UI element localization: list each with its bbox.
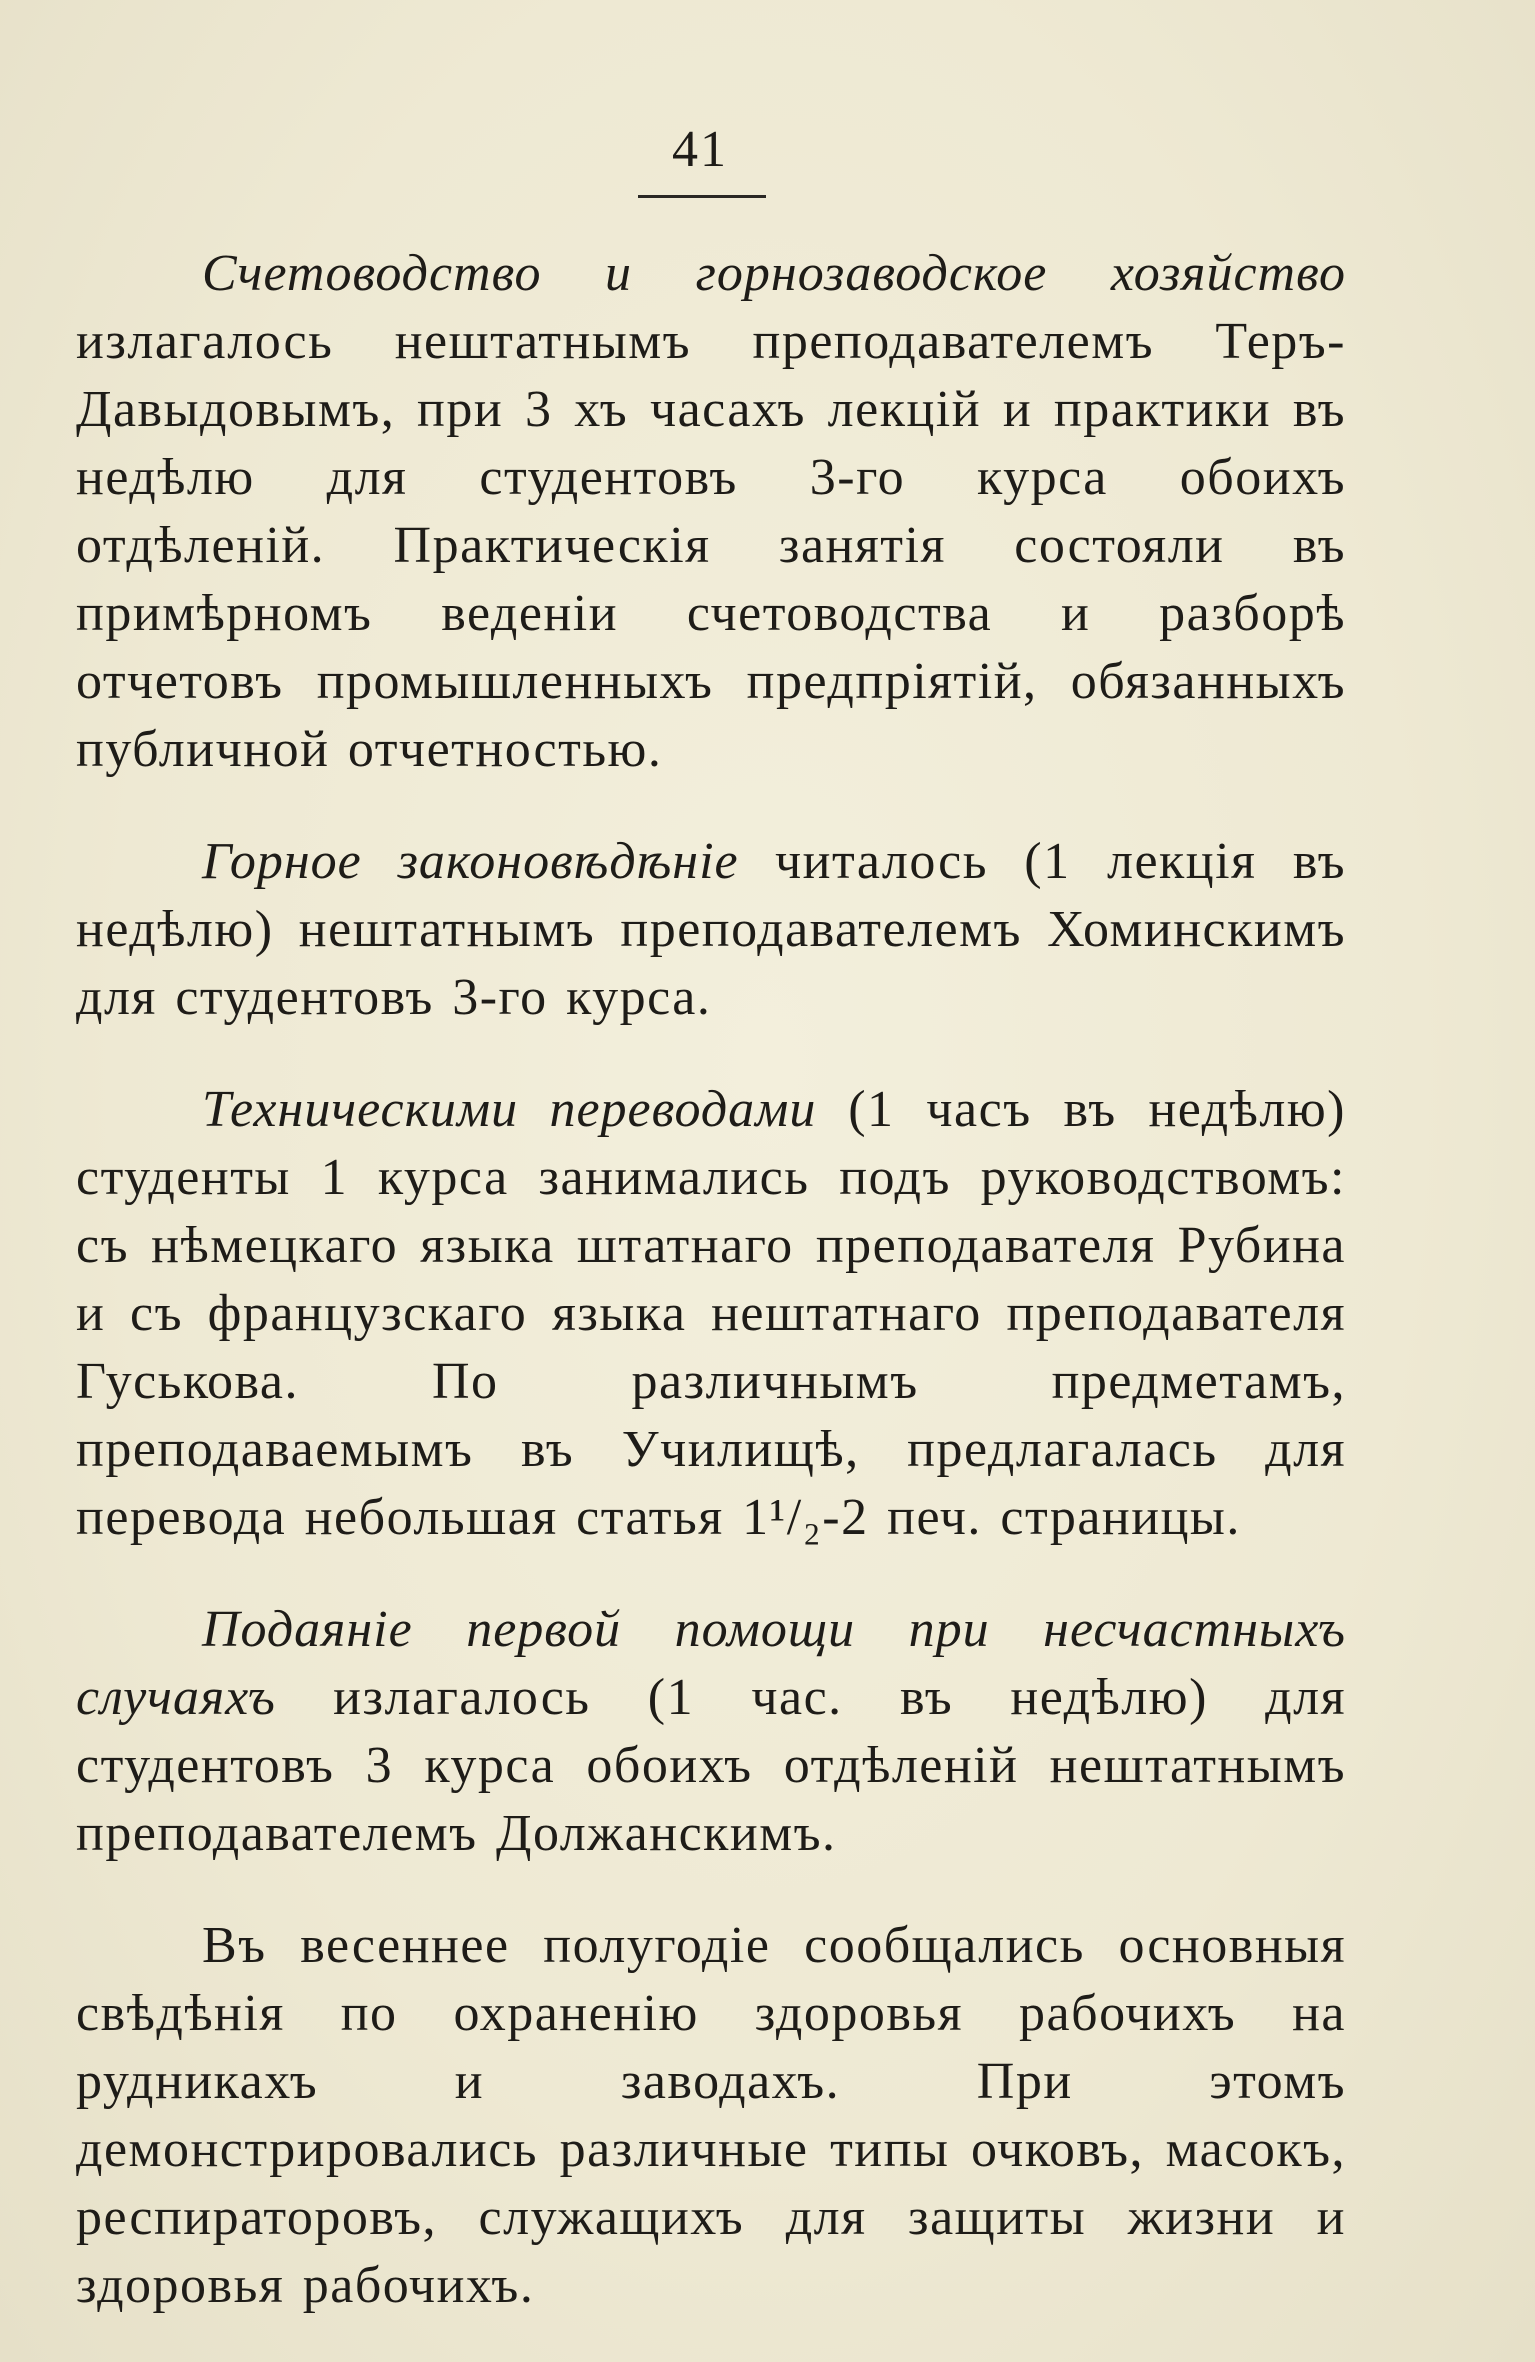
- page-number-rule: [638, 195, 766, 198]
- paragraph-text: читалось (1 лекція въ недѣлю) нештатнымъ преподавателемъ Хоминскимъ для студентовъ 3-го курса.: [76, 833, 1346, 1026]
- paragraph-text: Въ весеннее полугодіе сообщались основныя свѣдѣнія по охраненію здоровья рабочихъ на рудникахъ и заводахъ. При этомъ демонстрировались различные типы очковъ, масокъ, респираторовъ, служащихъ для защиты жизни и здоровья рабочихъ.: [76, 1917, 1346, 2314]
- page-body: [76, 240, 1346, 2320]
- paragraph-technical-translations: [76, 1076, 1346, 1552]
- paragraph-subject: Техническими переводами: [202, 1081, 817, 1138]
- paragraph-subject: Горное законовѣдѣніе: [202, 833, 739, 890]
- paragraph-subject: Подаяніе первой помощи при несчастныхъ случаяхъ: [76, 1601, 1346, 1726]
- paragraph-text: излагалось (1 час. въ недѣлю) для студентовъ 3 курса обоихъ отдѣленій нештатнымъ преподавателемъ Должанскимъ.: [76, 1669, 1346, 1862]
- paragraph-first-aid: [76, 1596, 1346, 1868]
- paragraph-worker-health: [76, 1912, 1346, 2320]
- paragraph-text: (1 часъ въ недѣлю) студенты 1 курса занимались подъ руководствомъ: съ нѣмецкаго языка штатнаго преподавателя Рубина и съ французскаго языка нештатнаго преподавателя Гуськова. По различнымъ предметамъ, преподаваемымъ въ Училищѣ, предлагалась для перевода небольшая статья 1¹/₂-2 печ. страницы.: [76, 1081, 1346, 1546]
- paragraph-mining-law: [76, 828, 1346, 1032]
- paragraph-subject: Счетоводство и горнозаводское хозяйство: [202, 245, 1346, 302]
- page-number: 41: [672, 121, 728, 178]
- paragraph-accounting: [76, 240, 1346, 784]
- paragraph-text: излагалось нештатнымъ преподавателемъ Теръ-Давыдовымъ, при 3 хъ часахъ лекцій и практики въ недѣлю для студентовъ 3-го курса обоихъ отдѣленій. Практическія занятія состояли въ примѣрномъ веденіи счетоводства и разборѣ отчетовъ промышленныхъ предпріятій, обязанныхъ публичной отчетностью.: [76, 313, 1346, 778]
